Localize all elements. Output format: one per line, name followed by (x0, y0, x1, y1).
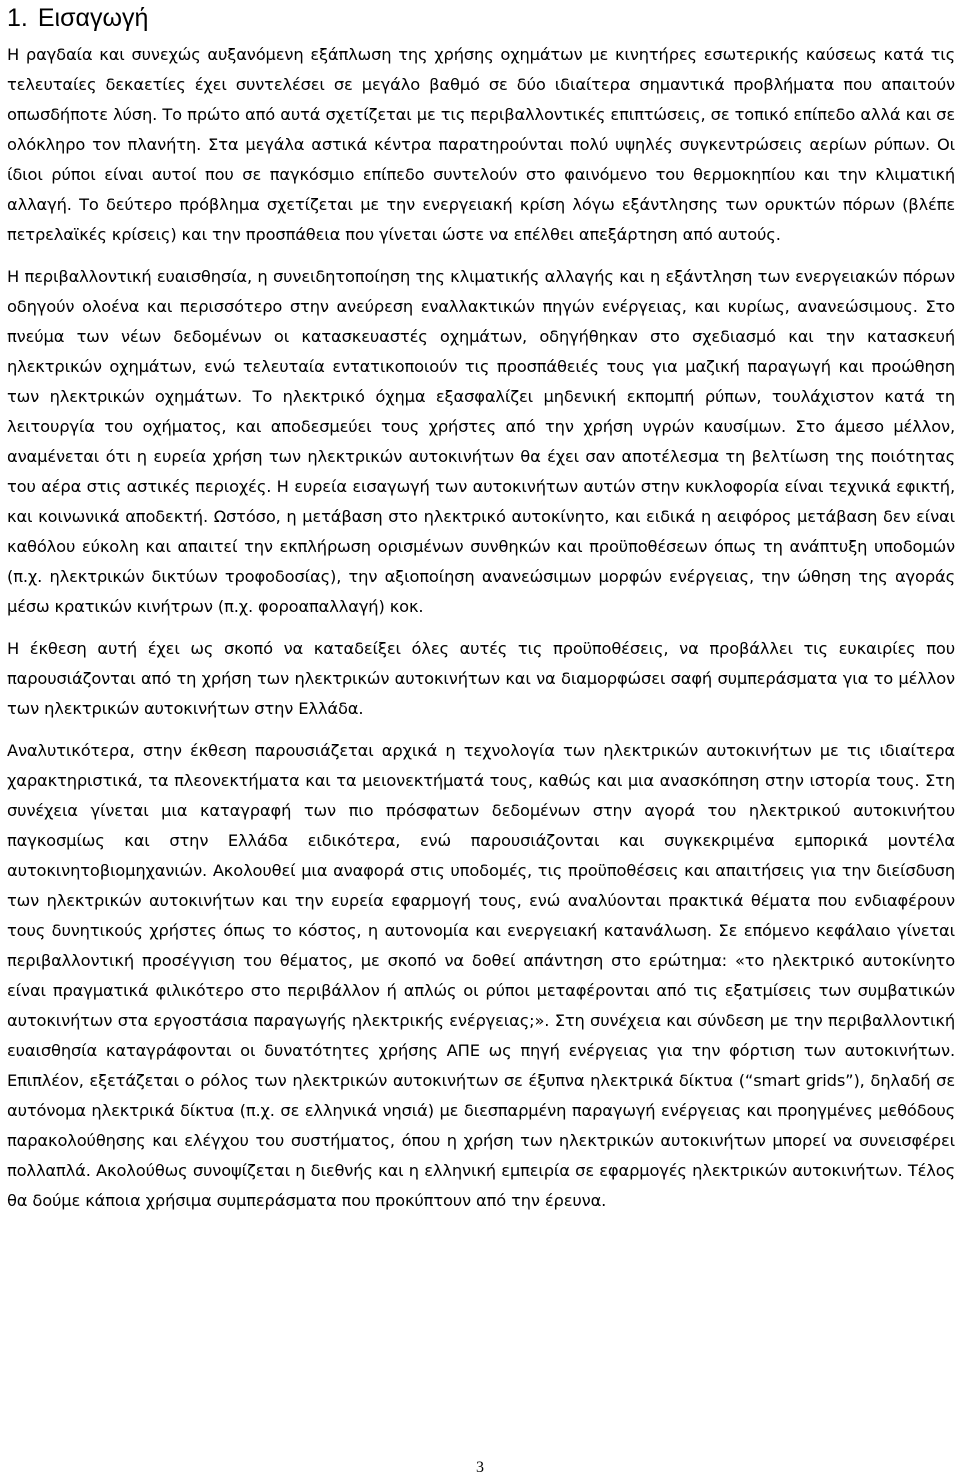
paragraph-3: Η έκθεση αυτή έχει ως σκοπό να καταδείξει όλες αυτές τις προϋποθέσεις, να προβάλλει τις ευκαιρίες που παρουσιάζονται από τη χρήση των ηλεκτρικών αυτοκινήτων και να διαμορφώσει σαφή συμπεράσματα για το μέλλον των ηλεκτρικών αυτοκινήτων στην Ελλάδα. (7, 639, 955, 718)
section-title: Εισαγωγή (37, 4, 149, 32)
page-number: 3 (476, 1459, 484, 1476)
paragraph-4: Αναλυτικότερα, στην έκθεση παρουσιάζεται αρχικά η τεχνολογία των ηλεκτρικών αυτοκινήτων με τις ιδιαίτερα χαρακτηριστικά, τα πλεονεκτήματα και τα μειονεκτήματά τους, καθώς και μια ανασκόπηση στην ιστορία τους. Στη συνέχεια γίνεται μια καταγραφή των πιο πρόσφατων δεδομένων στην αγορά του ηλεκτρικού αυτοκινήτου παγκοσμίως και στην Ελλάδα ειδικότερα, ενώ παρουσιάζονται και συγκεκριμένα εμπορικά μοντέλα αυτοκινητοβιομηχανιών. Ακολουθεί μια αναφορά στις υποδομές, τις προϋποθέσεις και απαιτήσεις για την διείσδυση των ηλεκτρικών αυτοκινήτων και την ευρεία εφαρμογή τους, ενώ αναλύονται πρακτικά θέματα που ενδιαφέρουν τους δυνητικούς χρήστες όπως το κόστος, η αυτονομία και ενεργειακή κατανάλωση. Σε επόμενο κεφάλαιο γίνεται περιβαλλοντική προσέγγιση του θέματος, με σκοπό να δοθεί απάντηση στο ερώτημα: «το ηλεκτρικό αυτοκίνητο είναι πραγματικά φιλικότερο στο περιβάλλον ή απλώς οι ρύποι μεταφέρονται από τις εξατμίσεις των συμβατικών αυτοκινήτων στα εργοστάσια παραγωγής ηλεκτρικής ενέργειας;». Στη συνέχεια και σύνδεση με την περιβαλλοντική ευαισθησία καταγράφονται οι δυνατότητες χρήσης ΑΠΕ ως πηγή ενέργειας για την φόρτιση των αυτοκινήτων. Επιπλέον, εξετάζεται ο ρόλος των ηλεκτρικών αυτοκινήτων σε έξυπνα ηλεκτρικά δίκτυα (“smart grids”), δηλαδή σε αυτόνομα ηλεκτρικά δίκτυα (π.χ. σε ελληνικά νησιά) με διεσπαρμένη παραγωγή ενέργειας και προηγμένες μεθόδους παρακολούθησης και ελέγχου του συστήματος, όπου η χρήση των ηλεκτρικών αυτοκινήτων μπορεί να συνεισφέρει πολλαπλά. Ακολούθως συνοψίζεται η διεθνής και η ελληνική εμπειρία σε εφαρμογές ηλεκτρικών αυτοκινήτων. Τέλος θα δούμε κάποια χρήσιμα συμπεράσματα που προκύπτουν από την έρευνα. (7, 741, 955, 1210)
section-number: 1. (7, 4, 28, 32)
document-page (7, 0, 955, 1228)
section-heading (7, 0, 955, 36)
paragraph-2: Η περιβαλλοντική ευαισθησία, η συνειδητοποίηση της κλιματικής αλλαγής και η εξάντληση των ενεργειακών πόρων οδηγούν ολοένα και περισσότερο στην ανεύρεση εναλλακτικών πηγών ενέργειας, και κυρίως, ανανεώσιμους. Στο πνεύμα των νέων δεδομένων οι κατασκευαστές οχημάτων, οδηγήθηκαν στο σχεδιασμό και την κατασκευή ηλεκτρικών οχημάτων, ενώ τελευταία εντατικοποιούν τις προσπάθειές τους για μαζική παραγωγή και προώθηση των ηλεκτρικών οχημάτων. Το ηλεκτρικό όχημα εξασφαλίζει μηδενική εκπομπή ρύπων, τουλάχιστον κατά τη λειτουργία του οχήματος, και αποδεσμεύει τους χρήστες από την χρήση υγρών καυσίμων. Στο άμεσο μέλλον, αναμένεται ότι η ευρεία χρήση των ηλεκτρικών αυτοκινήτων θα έχει σαν αποτέλεσμα τη βελτίωση της ποιότητας του αέρα στις αστικές περιοχές. Η ευρεία εισαγωγή των αυτοκινήτων αυτών στην κυκλοφορία είναι τεχνικά εφικτή, και κοινωνικά αποδεκτή. Ωστόσο, η μετάβαση στο ηλεκτρικό αυτοκίνητο, και ειδικά η αειφόρος μετάβαση δεν είναι καθόλου εύκολη και απαιτεί την εκπλήρωση ορισμένων συνθηκών και προϋποθέσεων όπως τη ανάπτυξη υποδομών (π.χ. ηλεκτρικών δικτύων τροφοδοσίας), την αξιοποίηση ανανεώσιμων μορφών ενέργειας, την ώθηση της αγοράς μέσω κρατικών κινήτρων (π.χ. φοροαπαλλαγή) κοκ. (7, 267, 955, 616)
paragraph-1: Η ραγδαία και συνεχώς αυξανόμενη εξάπλωση της χρήσης οχημάτων με κινητήρες εσωτερικής καύσεως κατά τις τελευταίες δεκαετίες έχει συντελέσει σε μεγάλο βαθμό σε δύο ιδιαίτερα σημαντικά προβλήματα που απαιτούν οπωσδήποτε λύση. Το πρώτο από αυτά σχετίζεται με τις περιβαλλοντικές επιπτώσεις, σε τοπικό επίπεδο αλλά και σε ολόκληρο τον πλανήτη. Στα μεγάλα αστικά κέντρα παρατηρούνται πολύ υψηλές συγκεντρώσεις αερίων ρύπων. Οι ίδιοι ρύποι είναι αυτοί που σε παγκόσμιο επίπεδο συντελούν στο φαινόμενο του θερμοκηπίου και την κλιματική αλλαγή. Το δεύτερο πρόβλημα σχετίζεται με την ενεργειακή κρίση λόγω εξάντλησης των ορυκτών πόρων (βλέπε πετρελαϊκές κρίσεις) και την προσπάθεια που γίνεται ώστε να επέλθει απεξάρτηση από αυτούς. (7, 45, 955, 244)
